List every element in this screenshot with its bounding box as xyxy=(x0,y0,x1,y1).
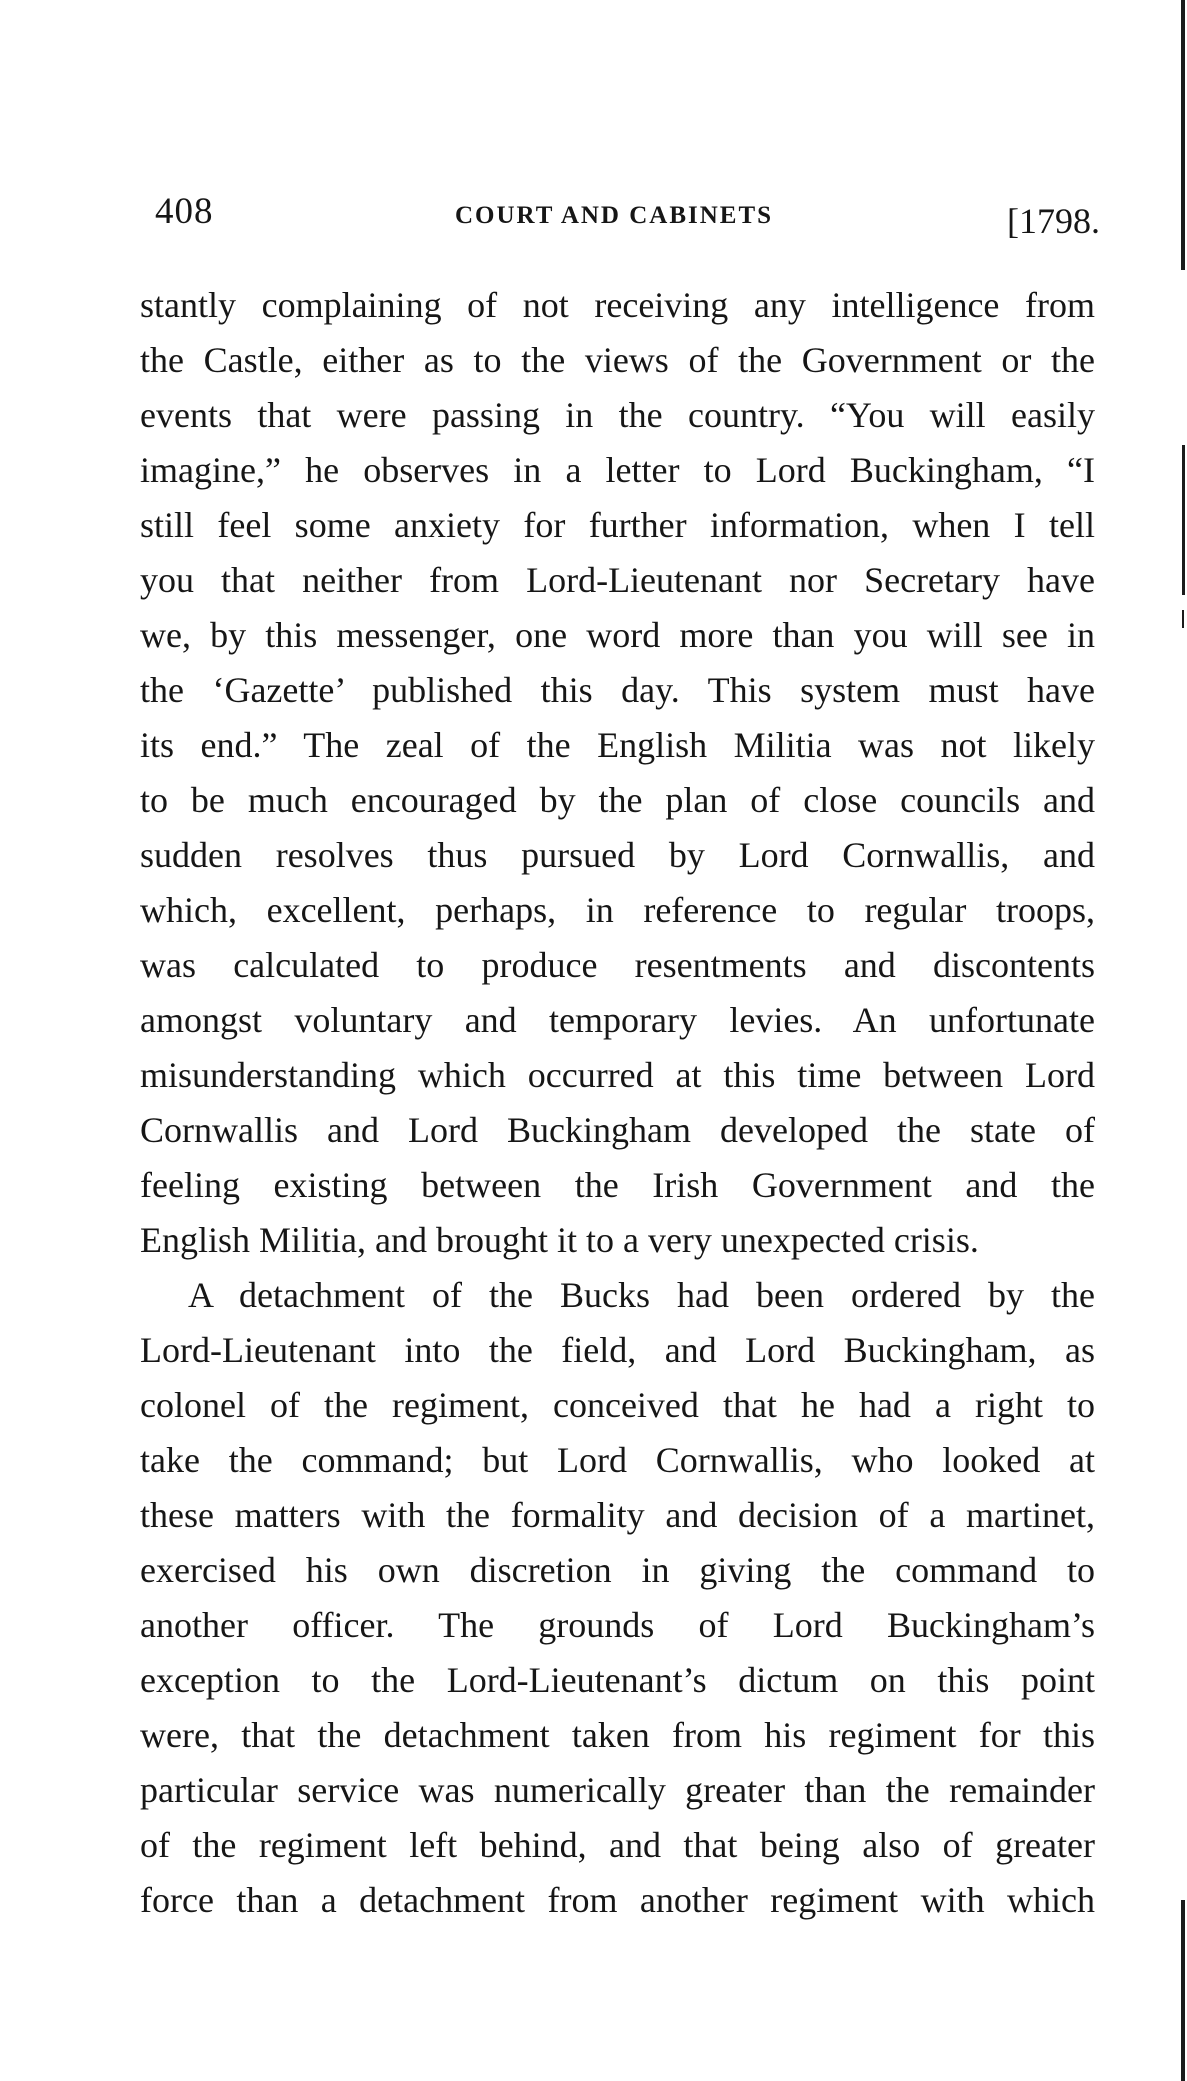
binding-shadow xyxy=(1182,610,1184,628)
paragraph xyxy=(140,278,1095,1268)
text-line: we, by this messenger, one word more than you will see in xyxy=(140,615,1095,655)
text-line: feeling existing between the Irish Government and the xyxy=(140,1165,1095,1205)
text-line: Lord-Lieutenant into the field, and Lord Buckingham, as xyxy=(140,1330,1095,1370)
text-line: exception to the Lord-Lieutenant’s dictum on this point xyxy=(140,1660,1095,1700)
running-title: COURT AND CABINETS xyxy=(455,202,774,229)
text-line: these matters with the formality and decision of a martinet, xyxy=(140,1495,1095,1535)
text-line: you that neither from Lord-Lieutenant nor Secretary have xyxy=(140,560,1095,600)
paragraph xyxy=(140,1268,1095,1928)
binding-shadow xyxy=(1181,1900,1185,2081)
text-line: events that were passing in the country. “You will easily xyxy=(140,395,1095,435)
binding-shadow xyxy=(1182,445,1185,595)
text-line: imagine,” he observes in a letter to Lord Buckingham, “I xyxy=(140,450,1095,490)
text-line: colonel of the regiment, conceived that he had a right to xyxy=(140,1385,1095,1425)
text-line: particular service was numerically greater than the remainder xyxy=(140,1770,1095,1810)
text-line: was calculated to produce resentments and discontents xyxy=(140,945,1095,985)
text-line: stantly complaining of not receiving any intelligence from xyxy=(140,285,1095,325)
text-line: Cornwallis and Lord Buckingham developed the state of xyxy=(140,1110,1095,1150)
text-line: exercised his own discretion in giving the command to xyxy=(140,1550,1095,1590)
text-line: A detachment of the Bucks had been ordered by the xyxy=(188,1275,1095,1315)
text-line: the Castle, either as to the views of the Government or the xyxy=(140,340,1095,380)
text-line: force than a detachment from another regiment with which xyxy=(140,1880,1095,1920)
text-line: of the regiment left behind, and that being also of greater xyxy=(140,1825,1095,1865)
text-line: were, that the detachment taken from his regiment for this xyxy=(140,1715,1095,1755)
running-year: [1798. xyxy=(1007,201,1100,241)
text-line: which, excellent, perhaps, in reference to regular troops, xyxy=(140,890,1095,930)
text-line: amongst voluntary and temporary levies. An unfortunate xyxy=(140,1000,1095,1040)
text-line: another officer. The grounds of Lord Buckingham’s xyxy=(140,1605,1095,1645)
running-head xyxy=(155,190,1100,250)
text-line: still feel some anxiety for further information, when I tell xyxy=(140,505,1095,545)
text-line: misunderstanding which occurred at this time between Lord xyxy=(140,1055,1095,1095)
text-line: English Militia, and brought it to a very unexpected crisis. xyxy=(140,1220,979,1260)
text-line: sudden resolves thus pursued by Lord Cornwallis, and xyxy=(140,835,1095,875)
binding-shadow xyxy=(1181,0,1185,270)
text-line: take the command; but Lord Cornwallis, who looked at xyxy=(140,1440,1095,1480)
page-number: 408 xyxy=(155,191,214,232)
text-line: to be much encouraged by the plan of close councils and xyxy=(140,780,1095,820)
text-line: the ‘Gazette’ published this day. This system must have xyxy=(140,670,1095,710)
text-line: its end.” The zeal of the English Militia was not likely xyxy=(140,725,1095,765)
body-text xyxy=(140,278,1095,1928)
page-binding-edge xyxy=(1179,0,1187,2081)
